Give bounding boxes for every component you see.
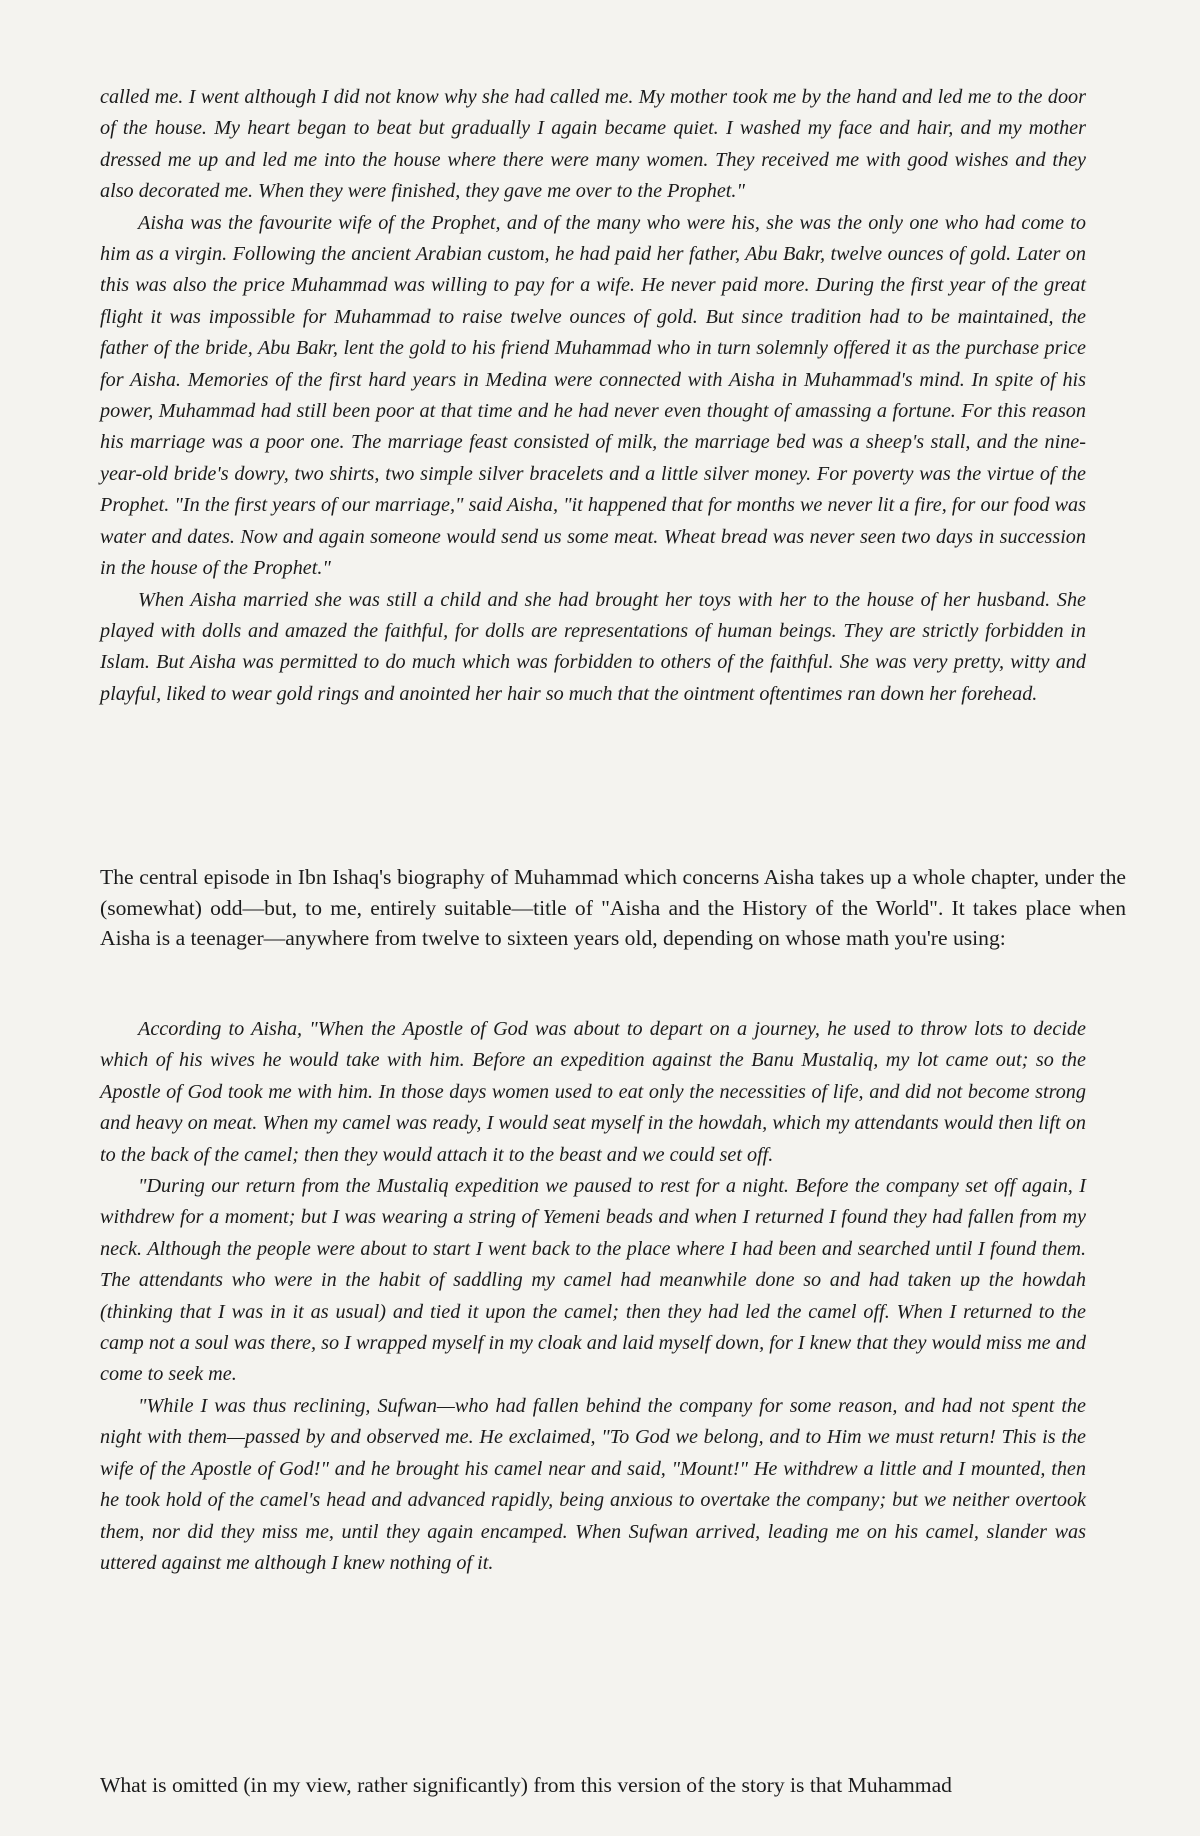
block-quote-2 [0, 1014, 1200, 1579]
body-paragraph-1 [0, 862, 1200, 954]
quote-paragraph: Aisha was the favourite wife of the Prophet, and of the many who were his, she was the only one who had come to him as a virgin. Following the ancient Arabian custom, he had paid her father, Abu Bakr, twelve ounces of gold. Later on this was also the price Muhammad was willing to pay for a wife. He never paid more. During the first year of the great flight it was impossible for Muhammad to raise twelve ounces of gold. But since tradition had to be maintained, the father of the bride, Abu Bakr, lent the gold to his friend Muhammad who in turn solemnly offered it as the purchase price for Aisha. Memories of the first hard years in Medina were connected with Aisha in Muhammad's mind. In spite of his power, Muhammad had still been poor at that time and he had never even thought of amassing a fortune. For this reason his marriage was a poor one. The marriage feast consisted of milk, the marriage bed was a sheep's stall, and the nine-year-old bride's dowry, two shirts, two simple silver bracelets and a little silver money. For poverty was the virtue of the Prophet. "In the first years of our marriage," said Aisha, "it happened that for months we never lit a fire, for our food was water and dates. Now and again someone would send us some meat. Wheat bread was never seen two days in succession in the house of the Prophet." [100, 211, 1086, 580]
quote-paragraph: "During our return from the Mustaliq expedition we paused to rest for a night. Before the company set off again, I withdrew for a moment; but I was wearing a string of Yemeni beads and when I returned I found they had fallen from my neck. Although the people were about to start I went back to the place where I had been and searched until I found them. The attendants who were in the habit of saddling my camel had meanwhile done so and had taken up the howdah (thinking that I was in it as usual) and tied it upon the camel; then they had led the camel off. When I returned to the camp not a soul was there, so I wrapped myself in my cloak and laid myself down, for I knew that they would miss me and come to seek me. [100, 1175, 1086, 1386]
body-paragraph-2 [0, 1770, 1200, 1801]
body-text: The central episode in Ibn Ishaq's biography of Muhammad which concerns Aisha takes up a whole chapter, under the (somewhat) odd—but, to me, entirely suitable—title of "Aisha and the History of the World". It takes place when Aisha is a teenager—anywhere from twelve to sixteen years old, depending on whose math you're using: [100, 865, 1126, 950]
quote-paragraph: According to Aisha, "When the Apostle of God was about to depart on a journey, he used to throw lots to decide which of his wives he would take with him. Before an expedition against the Banu Mustaliq, my lot came out; so the Apostle of God took me with him. In those days women used to eat only the necessities of life, and did not become strong and heavy on meat. When my camel was ready, I would seat myself in the howdah, which my attendants would then lift on to the back of the camel; then they would attach it to the beast and we could set off. [100, 1018, 1086, 1166]
quote-paragraph: called me. I went although I did not know why she had called me. My mother took me by the hand and led me to the door of the house. My heart began to beat but gradually I again became quiet. I washed my face and hair, and my mother dressed me up and led me into the house where there were many women. They received me with good wishes and they also decorated me. When they were finished, they gave me over to the Prophet." [100, 86, 1086, 203]
body-text: What is omitted (in my view, rather significantly) from this version of the story is that Muhammad [100, 1773, 952, 1797]
quote-paragraph: "While I was thus reclining, Sufwan—who had fallen behind the company for some reason, and had not spent the night with them—passed by and observed me. He exclaimed, "To God we belong, and to Him we must return! This is the wife of the Apostle of God!" and he brought his camel near and said, "Mount!" He withdrew a little and I mounted, then he took hold of the camel's head and advanced rapidly, being anxious to overtake the company; but we neither overtook them, nor did they miss me, until they again encamped. When Sufwan arrived, leading me on his camel, slander was uttered against me although I knew nothing of it. [100, 1394, 1086, 1574]
block-quote-1 [0, 82, 1200, 710]
quote-paragraph: When Aisha married she was still a child and she had brought her toys with her to the house of her husband. She played with dolls and amazed the faithful, for dolls are representations of human beings. They are strictly forbidden in Islam. But Aisha was permitted to do much which was forbidden to others of the faithful. She was very pretty, witty and playful, liked to wear gold rings and anointed her hair so much that the ointment oftentimes ran down her forehead. [100, 588, 1086, 705]
